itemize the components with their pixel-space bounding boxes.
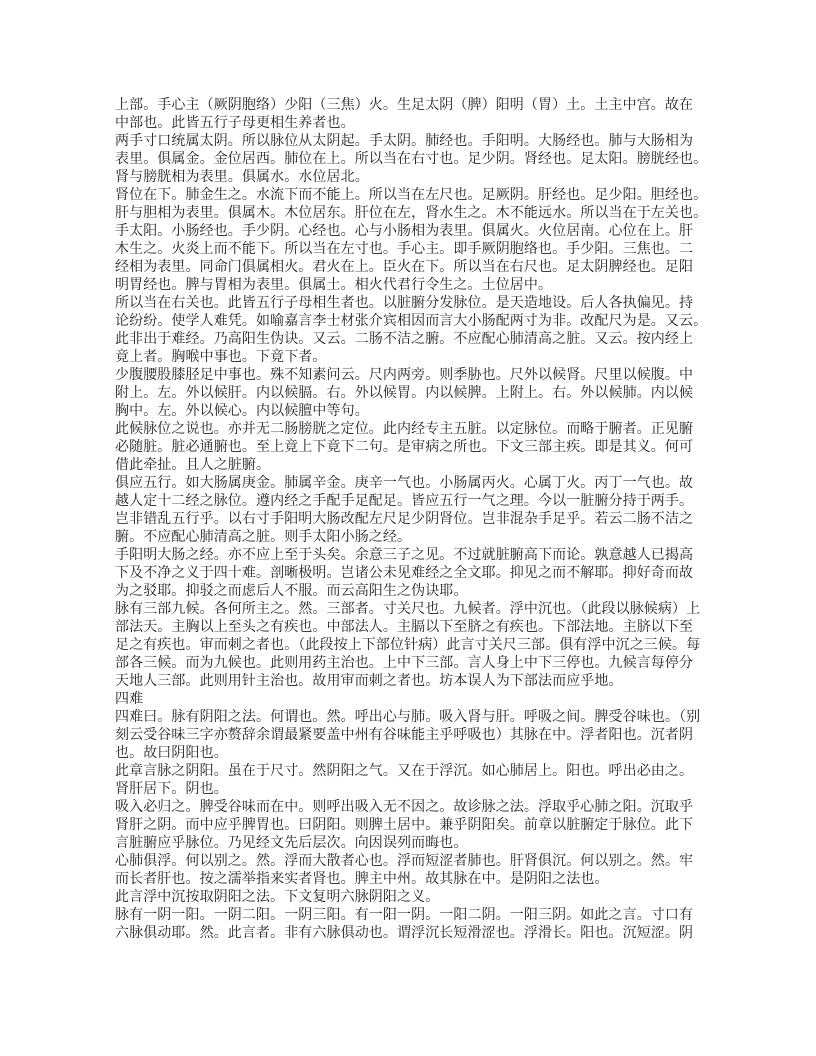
text-line: 脉有三部九候。各何所主之。然。三部者。寸关尺也。九候者。浮中沉也。（此段以脉候病）上 [115,601,701,617]
paragraph [115,708,709,762]
text-line: 腑。不应配心肺清高之脏。则手太阳小肠之经。 [115,529,412,545]
text-line: 两手寸口统属太阴。所以脉位从太阴起。手太阴。肺经也。手阳明。大肠经也。肺与大肠相为 [115,133,694,149]
paragraph [115,762,709,798]
paragraph [115,888,709,906]
paragraph [115,132,709,186]
text-line: 竟上者。胸喉中事也。下竟下者。 [115,349,327,365]
text-line: 也。故曰阴阳也。 [115,745,228,761]
text-line: 所以当在右关也。此皆五行子母相生者也。以脏腑分发脉位。是天造地设。后人各执偏见。持 [115,295,694,311]
text-line: 此候脉位之说也。亦并无二肠膀胱之定位。此内经专主五脏。以定脉位。而略于腑者。正见腑 [115,421,694,437]
text-line: 表里。俱属金。金位居西。肺位在上。所以当在右寸也。足少阴。肾经也。足太阳。膀胱经也。 [115,151,708,167]
text-line: 俱应五行。如大肠属庚金。肺属辛金。庚辛一气也。小肠属丙火。心属丁火。丙丁一气也。故 [115,475,694,491]
text-line: 木生之。火炎上而不能下。所以当在左寸也。手心主。即手厥阴胞络也。手少阳。三焦也。二 [115,241,694,257]
text-line: 胸中。左。外以候心。内以候膻中等句。 [115,403,369,419]
paragraph [115,96,709,132]
text-line: 手阳明大肠之经。亦不应上至于头矣。余意三子之见。不过就脏腑高下而论。孰意越人已揭高 [115,547,694,563]
paragraph [115,690,709,708]
paragraph [115,420,709,474]
text-line: 肾位在下。肺金生之。水流下而不能上。所以当在左尺也。足厥阴。肝经也。足少阳。胆经也。 [115,187,708,203]
paragraph [115,600,709,690]
text-line: 此言浮中沉按取阴阳之法。下文复明六脉阴阳之义。 [115,889,440,905]
text-line: 心肺俱浮。何以别之。然。浮而大散者心也。浮而短涩者肺也。肝肾俱沉。何以别之。然。牢 [115,853,694,869]
text-line: 此章言脉之阴阳。虽在于尺寸。然阴阳之气。又在于浮沉。如心肺居上。阳也。呼出必由之。 [115,763,694,779]
document-body [115,96,709,942]
text-line: 肾与膀胱相为表里。俱属水。水位居北。 [115,169,369,185]
text-line: 明胃经也。脾与胃相为表里。俱属土。相火代君行令生之。土位居中。 [115,277,553,293]
text-line: 吸入必归之。脾受谷味而在中。则呼出吸入无不因之。故诊脉之法。浮取乎心肺之阳。沉取乎 [115,799,694,815]
paragraph [115,906,709,942]
text-line: 而长者肝也。按之濡举指来实者肾也。脾主中州。故其脉在中。是阴阳之法也。 [115,871,609,887]
text-line: 言脏腑应乎脉位。乃见经文先后层次。向因误列而晦也。 [115,835,468,851]
paragraph [115,546,709,600]
text-line: 肾肝之阴。而中应乎脾胃也。曰阴阳。则脾土居中。兼乎阴阳矣。前章以脏腑定于脉位。此下 [115,817,694,833]
text-line: 越人定十二经之脉位。遵内经之手配手足配足。皆应五行一气之理。今以一脏腑分持于两手。 [115,493,694,509]
text-line: 岂非错乱五行乎。以右寸手阳明大肠改配左尺足少阴肾位。岂非混杂手足乎。若云二肠不洁之 [115,511,694,527]
text-line: 上部。手心主（厥阴胞络）少阳（三焦）火。生足太阴（脾）阳明（胃）土。土主中宫。故在 [115,97,694,113]
text-line: 中部也。此皆五行子母更相生养者也。 [115,115,355,131]
text-line: 天地人三部。此则用针主治也。故用审而刺之者也。坊本误人为下部法而应乎地。 [115,673,623,689]
paragraph [115,294,709,366]
text-line: 六脉俱动耶。然。此言者。非有六脉俱动也。谓浮沉长短滑涩也。浮滑长。阳也。沉短涩。阴 [115,925,694,941]
text-line: 四难 [115,691,144,707]
paragraph [115,474,709,546]
paragraph [115,852,709,888]
text-line: 论纷纷。使学人难凭。如喻嘉言李士材张介宾相因而言大小肠配两寸为非。改配尺为是。又云。 [115,313,708,329]
text-line: 手太阳。小肠经也。手少阴。心经也。心与小肠相为表里。俱属火。火位居南。心位在上。肝 [115,223,694,239]
paragraph [115,186,709,294]
text-line: 为之驳耶。抑驳之而虑后人不服。而云高阳生之伪诀耶。 [115,583,468,599]
text-line: 部法天。主胸以上至头之有疾也。中部法人。主膈以下至脐之有疾也。下部法地。主脐以下至 [115,619,694,635]
text-line: 肾肝居下。阴也。 [115,781,228,797]
text-line: 四难曰。脉有阴阳之法。何谓也。然。呼出心与肺。吸入肾与肝。呼吸之间。脾受谷味也。（别 [115,709,701,725]
text-line: 少腹腰股膝胫足中事也。殊不知素问云。尺内两旁。则季胁也。尺外以候肾。尺里以候腹。中 [115,367,694,383]
paragraph [115,798,709,852]
text-line: 肝与胆相为表里。俱属木。木位居东。肝位在左，肾水生之。木不能远水。所以当在于左关也。 [115,205,708,221]
text-line: 必随脏。脏必通腑也。至上竟上下竟下二句。是审病之所也。下文三部主疾。即是其义。何可 [115,439,694,455]
paragraph [115,366,709,420]
text-line: 此非出于难经。乃高阳生伪诀。又云。二肠不洁之腑。不应配心肺清高之脏。又云。按内经上 [115,331,694,347]
text-line: 经相为表里。同命门俱属相火。君火在上。臣火在下。所以当在右尺也。足太阴脾经也。足阳 [115,259,694,275]
text-line: 刻云受谷味三字亦赘辞余谓最紧要盖中州有谷味能主乎呼吸也）其脉在中。浮者阳也。沉者阴 [115,727,694,743]
text-line: 下及不净之义于四十难。剖晰极明。岂诸公未见难经之全文耶。抑见之而不解耶。抑好奇而故 [115,565,694,581]
text-line: 足之有疾也。审而刺之者也。（此段按上下部位针病）此言寸关尺三部。俱有浮中沉之三候。每 [115,637,701,653]
text-line: 附上。左。外以候肝。内以候膈。右。外以候胃。内以候脾。上附上。右。外以候肺。内以候 [115,385,694,401]
text-line: 脉有一阴一阳。一阴二阳。一阴三阳。有一阳一阴。一阳二阴。一阳三阴。如此之言。寸口有 [115,907,694,923]
text-line: 部各三候。而为九候也。此则用药主治也。上中下三部。言人身上中下三停也。九候言每停分 [115,655,694,671]
text-line: 借此牵扯。且人之脏腑。 [115,457,271,473]
